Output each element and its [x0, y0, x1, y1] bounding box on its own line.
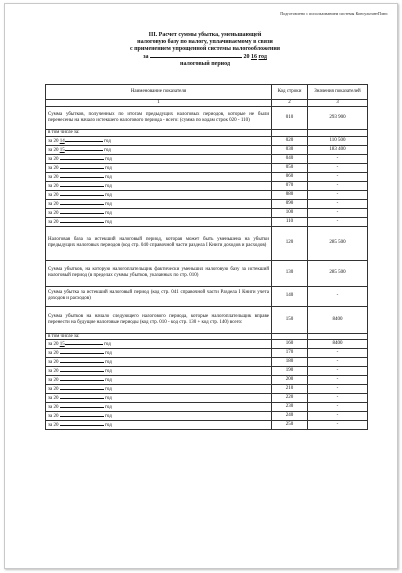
god-text: год [104, 174, 112, 180]
year-cell [46, 367, 272, 376]
header-name: Наименование показателя [46, 85, 272, 100]
row-value: - [308, 163, 368, 172]
table-row [46, 340, 368, 349]
row-value: - [308, 358, 368, 367]
za20-text: за 20 [48, 138, 59, 144]
table-row-150 [46, 306, 368, 333]
za20-text: за 20 [48, 414, 59, 420]
row-code: 090 [272, 199, 308, 208]
table-row-in-that-number [46, 129, 368, 136]
year-value: 14 [59, 138, 65, 144]
year-blank [60, 173, 104, 178]
year-cell [46, 145, 272, 154]
title-year: 16 [250, 54, 257, 61]
row-label: в том числе за: [46, 129, 272, 136]
table-row [46, 385, 368, 394]
row-value: - [308, 190, 368, 199]
za20-text: за 20 [48, 342, 59, 348]
row-code: 190 [272, 367, 308, 376]
year-blank [60, 164, 104, 169]
table-row [46, 394, 368, 403]
table-row [46, 403, 368, 412]
section-title [65, 32, 345, 68]
table-row [46, 190, 368, 199]
god-text: год [104, 201, 112, 207]
year-cell [46, 199, 272, 208]
period-blank [150, 52, 242, 58]
row-code: 220 [272, 394, 308, 403]
za20-text: за 20 [48, 360, 59, 366]
god-text: год [104, 360, 112, 366]
row-value: 8400 [308, 306, 368, 333]
row-value: - [308, 367, 368, 376]
god-text: год [103, 147, 111, 153]
year-cell [46, 181, 272, 190]
god-text: год [104, 405, 112, 411]
za20-text: за 20 [48, 165, 59, 171]
god-text: год [104, 396, 112, 402]
god-text: год [104, 210, 112, 216]
god-text: год [104, 414, 112, 420]
header-code: Код строки [272, 85, 308, 100]
year-blank [60, 155, 104, 160]
za20-text: за 20 [48, 156, 59, 162]
row-code: 030 [272, 145, 308, 154]
god-text: год [104, 351, 112, 357]
table-row [46, 421, 368, 430]
row-value: - [308, 412, 368, 421]
year-cell [46, 136, 272, 145]
god-text: год [104, 156, 112, 162]
year-blank [60, 421, 104, 426]
god-text: год [104, 387, 112, 393]
table-row [46, 376, 368, 385]
table-row [46, 136, 368, 145]
row-code: 160 [272, 340, 308, 349]
za20-text: за 20 [48, 369, 59, 375]
row-value: 110 500 [308, 136, 368, 145]
col-number-1: 1 [46, 100, 272, 107]
year-blank [60, 218, 104, 223]
row-value: - [308, 385, 368, 394]
year-cell [46, 412, 272, 421]
year-value: 15 [59, 147, 65, 153]
year-cell [46, 385, 272, 394]
year-blank [60, 209, 104, 214]
row-value: - [308, 286, 368, 306]
za20-text: за 20 [48, 210, 59, 216]
row-value: - [308, 403, 368, 412]
table-row [46, 367, 368, 376]
year-cell [46, 163, 272, 172]
table-row-130 [46, 260, 368, 286]
za20-text: за 20 [48, 183, 59, 189]
table-row [46, 199, 368, 208]
year-cell [46, 190, 272, 199]
row-code: 010 [272, 106, 308, 129]
row-code: 110 [272, 217, 308, 226]
table-row [46, 412, 368, 421]
year-cell [46, 217, 272, 226]
table-row [46, 217, 368, 226]
year-cell [46, 340, 272, 349]
god-text: год [104, 183, 112, 189]
years-block-b [46, 340, 368, 430]
year-blank [60, 191, 104, 196]
row-value: - [308, 349, 368, 358]
za20-text: за 20 [48, 405, 59, 411]
title-line-3: с применением упрощенной системы налогообложения [129, 45, 281, 52]
row-code: 150 [272, 306, 308, 333]
year-cell [46, 172, 272, 181]
god-text: год [104, 423, 112, 429]
table-header-row [46, 85, 368, 100]
row-value: - [308, 154, 368, 163]
title-year-prefix: 20 [243, 54, 250, 61]
row-code: 020 [272, 136, 308, 145]
row-value: - [308, 199, 368, 208]
table-row [46, 358, 368, 367]
year-blank [60, 412, 104, 417]
god-text: год [104, 219, 112, 225]
year-blank [60, 349, 104, 354]
row-value: 8400 [308, 340, 368, 349]
year-blank [60, 182, 104, 187]
row-value: - [308, 181, 368, 190]
row-code: 080 [272, 190, 308, 199]
year-blank [60, 403, 104, 408]
header-note: Подготовлено с использованием системы КонсультантПлюс [280, 11, 388, 16]
table-row [46, 208, 368, 217]
row-value: - [308, 172, 368, 181]
year-blank [65, 137, 103, 142]
za20-text: за 20 [48, 174, 59, 180]
god-text: год [104, 369, 112, 375]
table-row-in-that-number-2 [46, 333, 368, 340]
row-code: 060 [272, 172, 308, 181]
row-label: Сумма убытков на начало следующего налогового периода, которые налогоплательщик вправе перенести на будущие налоговые периоды (код стр. 010 - код стр. 130 + код стр. 140) всего: [46, 306, 272, 333]
year-blank [65, 146, 103, 151]
table-row [46, 172, 368, 181]
za20-text: за 20 [48, 387, 59, 393]
row-code: 050 [272, 163, 308, 172]
za20-text: за 20 [48, 378, 59, 384]
row-value: - [308, 394, 368, 403]
row-code: 040 [272, 154, 308, 163]
years-block-a [46, 136, 368, 226]
year-value: 15 [59, 342, 65, 348]
za20-text: за 20 [48, 219, 59, 225]
title-line-2: налоговую базу по налогу, уплачиваемому в связи [137, 38, 273, 45]
col-number-2: 2 [272, 100, 308, 107]
year-blank [65, 340, 103, 345]
year-cell [46, 421, 272, 430]
za20-text: за 20 [48, 147, 59, 153]
document-page [4, 3, 398, 569]
za20-text: за 20 [48, 351, 59, 357]
row-code: 230 [272, 403, 308, 412]
year-blank [60, 200, 104, 205]
table-row-140 [46, 286, 368, 306]
loss-calculation-table [45, 84, 368, 430]
row-label: Сумма убытка за истекший налоговый период (код стр. 041 справочной части Раздела I Книги учета доходов и расходов) [46, 286, 272, 306]
row-value: - [308, 208, 368, 217]
header-value: Значения показателей [308, 85, 368, 100]
year-cell [46, 394, 272, 403]
god-text: год [103, 138, 111, 144]
za20-text: за 20 [48, 423, 59, 429]
table-row [46, 349, 368, 358]
row-code: 130 [272, 260, 308, 286]
table-row-010 [46, 106, 368, 129]
title-za: за [143, 54, 149, 61]
za20-text: за 20 [48, 396, 59, 402]
column-number-row [46, 100, 368, 107]
table-row [46, 154, 368, 163]
row-label: Сумма убытков, полученных по итогам предыдущих налоговых периодов, которые не были перенесены на начало истекшего налогового периода - всего: (сумма по кодам строк 020 - 110) [46, 106, 272, 129]
col-number-3: 3 [308, 100, 368, 107]
row-code: 210 [272, 385, 308, 394]
year-blank [60, 358, 104, 363]
year-cell [46, 403, 272, 412]
row-code: 200 [272, 376, 308, 385]
row-code: 180 [272, 358, 308, 367]
title-god: год [258, 54, 267, 61]
row-code: 120 [272, 226, 308, 260]
god-text: год [103, 342, 111, 348]
title-period-line [65, 52, 345, 61]
table-row-120 [46, 226, 368, 260]
god-text: год [104, 165, 112, 171]
year-cell [46, 358, 272, 367]
row-value: 293 900 [308, 106, 368, 129]
row-value: - [308, 217, 368, 226]
god-text: год [104, 192, 112, 198]
row-code: 240 [272, 412, 308, 421]
god-text: год [104, 378, 112, 384]
row-code: 070 [272, 181, 308, 190]
year-blank [60, 376, 104, 381]
row-label: Сумма убытков, на которую налогоплательщик фактически уменьшил налоговую базу за истекший налоговый период (в пределах суммы убытков, указанных по стр. 010) [46, 260, 272, 286]
year-blank [60, 394, 104, 399]
za20-text: за 20 [48, 192, 59, 198]
row-value: - [308, 376, 368, 385]
year-cell [46, 376, 272, 385]
row-label: Налоговая база за истекший налоговый период, которая может быть уменьшена на убытки предыдущих налоговых периодов (код стр. 040 справочной части раздела I Книги доходов и расходов) [46, 226, 272, 260]
year-blank [60, 367, 104, 372]
year-cell [46, 349, 272, 358]
row-value: 285 500 [308, 260, 368, 286]
row-label: в том числе за: [46, 333, 272, 340]
row-value: - [308, 421, 368, 430]
table-row [46, 163, 368, 172]
row-value: 285 500 [308, 226, 368, 260]
title-line-5: налоговый период [180, 61, 230, 68]
year-cell [46, 154, 272, 163]
year-cell [46, 208, 272, 217]
row-code: 250 [272, 421, 308, 430]
title-line-1: III. Расчет суммы убытка, уменьшающей [148, 32, 262, 38]
row-value: 183 400 [308, 145, 368, 154]
table-row [46, 181, 368, 190]
za20-text: за 20 [48, 201, 59, 207]
table-row [46, 145, 368, 154]
row-code: 100 [272, 208, 308, 217]
row-code: 170 [272, 349, 308, 358]
row-code: 140 [272, 286, 308, 306]
year-blank [60, 385, 104, 390]
